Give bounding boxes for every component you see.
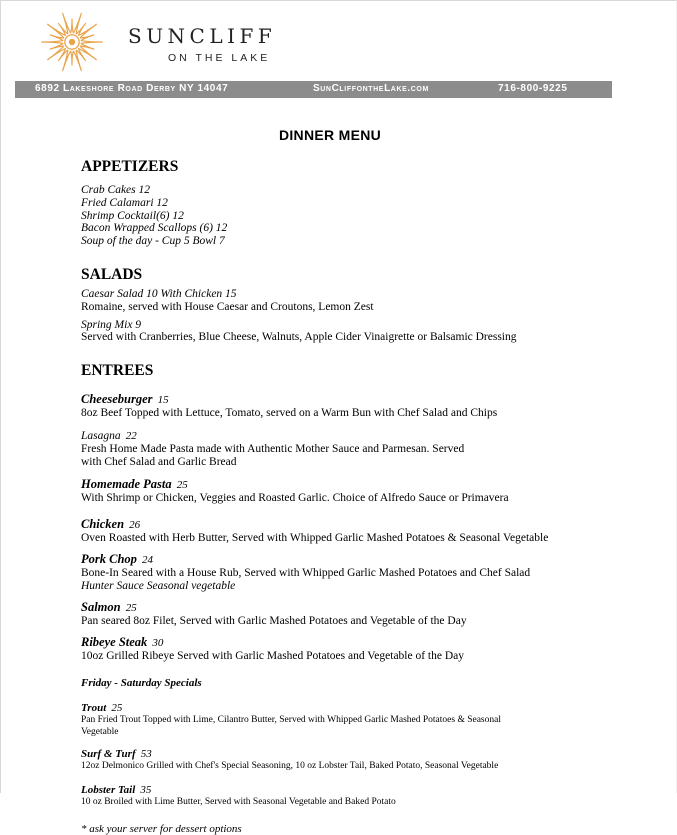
- appetizers-heading: APPETIZERS: [81, 158, 179, 175]
- entree-desc-line2: with Chef Salad and Garlic Bread: [81, 455, 237, 468]
- entree-item: [81, 388, 661, 420]
- entree-price: 26: [129, 519, 141, 532]
- salad-title: Caesar Salad 10 With Chicken 15: [81, 287, 237, 300]
- entree-price: 24: [142, 554, 154, 567]
- salad-item: [81, 319, 661, 345]
- menu-content: [81, 158, 661, 835]
- list-item: Bacon Wrapped Scallops (6) 12: [81, 222, 228, 235]
- entree-desc: Pan seared 8oz Filet, Served with Garlic Mashed Potatoes and Vegetable of the Day: [81, 614, 467, 627]
- special-name: Lobster Tail: [81, 783, 136, 796]
- entree-item: [81, 631, 661, 663]
- special-price: 25: [111, 702, 123, 715]
- address-text: 6892 Lakeshore Road Derby NY 14047: [35, 83, 229, 94]
- entree-name: Ribeye Steak: [81, 634, 148, 649]
- contact-bar: [15, 81, 612, 98]
- list-item: Fried Calamari 12: [81, 196, 168, 209]
- entree-desc: Fresh Home Made Pasta made with Authentic Mother Sauce and Parmesan. Served: [81, 442, 465, 455]
- phone-text: 716-800-9225: [498, 83, 568, 94]
- entree-price: 15: [157, 394, 169, 407]
- salad-item: [81, 288, 661, 314]
- sun-ray: [71, 51, 74, 66]
- specials-heading: Friday - Saturday Specials: [81, 677, 202, 690]
- salads-heading: SALADS: [81, 265, 143, 283]
- entree-price: 22: [125, 429, 137, 442]
- special-price: 53: [140, 748, 152, 761]
- entree-price: 25: [125, 601, 137, 614]
- sun-ray: [41, 41, 63, 44]
- list-item: Shrimp Cocktail(6) 12: [81, 209, 184, 222]
- entree-desc: With Shrimp or Chicken, Veggies and Roasted Garlic. Choice of Alfredo Sauce or Primavera: [81, 491, 509, 504]
- entree-item: [81, 596, 661, 628]
- entree-name: Salmon: [81, 599, 121, 614]
- list-item: Crab Cakes 12: [81, 184, 150, 196]
- entree-desc: 10oz Grilled Ribeye Served with Garlic Mashed Potatoes and Vegetable of the Day: [81, 649, 465, 662]
- special-desc-line2: Vegetable: [81, 726, 119, 737]
- special-desc: 10 oz Broiled with Lime Butter, Served with Seasonal Vegetable and Baked Potato: [81, 796, 396, 807]
- website-link[interactable]: SunCliffontheLake.com: [313, 83, 429, 94]
- entrees-heading: ENTREES: [81, 362, 154, 380]
- brand-name: SUNCLIFF: [128, 24, 277, 48]
- entree-desc-line2: Hunter Sauce Seasonal vegetable: [81, 579, 236, 592]
- entree-price: 25: [176, 478, 188, 491]
- sun-ray: [81, 41, 103, 44]
- entree-item: [81, 473, 661, 505]
- entree-desc: 8oz Beef Topped with Lettuce, Tomato, served on a Warm Bun with Chef Salad and Chips: [81, 407, 498, 420]
- entree-desc: Oven Roasted with Herb Butter, Served with Whipped Garlic Mashed Potatoes & Seasonal Vegetable: [81, 532, 549, 545]
- entree-item: [81, 548, 661, 593]
- salad-desc: Romaine, served with House Caesar and Croutons, Lemon Zest: [81, 300, 374, 313]
- special-price: 35: [140, 783, 152, 796]
- salad-title: Spring Mix 9: [81, 318, 142, 331]
- entree-item: [81, 424, 661, 469]
- special-name: Trout: [81, 702, 107, 715]
- entree-desc: Bone-In Seared with a House Rub, Served with Whipped Garlic Mashed Potatoes and Chef Salad: [81, 567, 531, 580]
- menu-title: DINNER MENU: [278, 127, 382, 143]
- entree-name: Lasagna: [81, 429, 121, 442]
- sun-logo-icon: [36, 6, 108, 78]
- entree-name: Pork Chop: [81, 552, 137, 567]
- entree-item: [81, 513, 661, 545]
- special-desc: 12oz Delmonico Grilled with Chef's Special Seasoning, 10 oz Lobster Tail, Baked Potato, Seasonal Vegetable: [81, 761, 499, 772]
- dessert-note: * ask your server for dessert options: [81, 823, 242, 835]
- appetizers-list: [81, 184, 661, 248]
- special-item: [81, 696, 661, 738]
- entree-name: Homemade Pasta: [81, 476, 172, 491]
- brand-subtitle: ON THE LAKE: [168, 52, 271, 64]
- special-desc: Pan Fried Trout Topped with Lime, Cilantro Butter, Served with Whipped Garlic Mashed Potatoes & Seasonal: [81, 715, 501, 726]
- salad-desc: Served with Cranberries, Blue Cheese, Walnuts, Apple Cider Vinaigrette or Balsamic Dressing: [81, 331, 517, 344]
- sun-ray: [71, 19, 74, 34]
- list-item: Soup of the day - Cup 5 Bowl 7: [81, 235, 225, 248]
- special-item: [81, 742, 661, 773]
- special-name: Surf & Turf: [81, 748, 136, 761]
- entree-name: Chicken: [81, 517, 125, 532]
- entree-price: 30: [152, 636, 164, 649]
- special-item: [81, 778, 661, 809]
- entree-name: Cheeseburger: [81, 392, 153, 407]
